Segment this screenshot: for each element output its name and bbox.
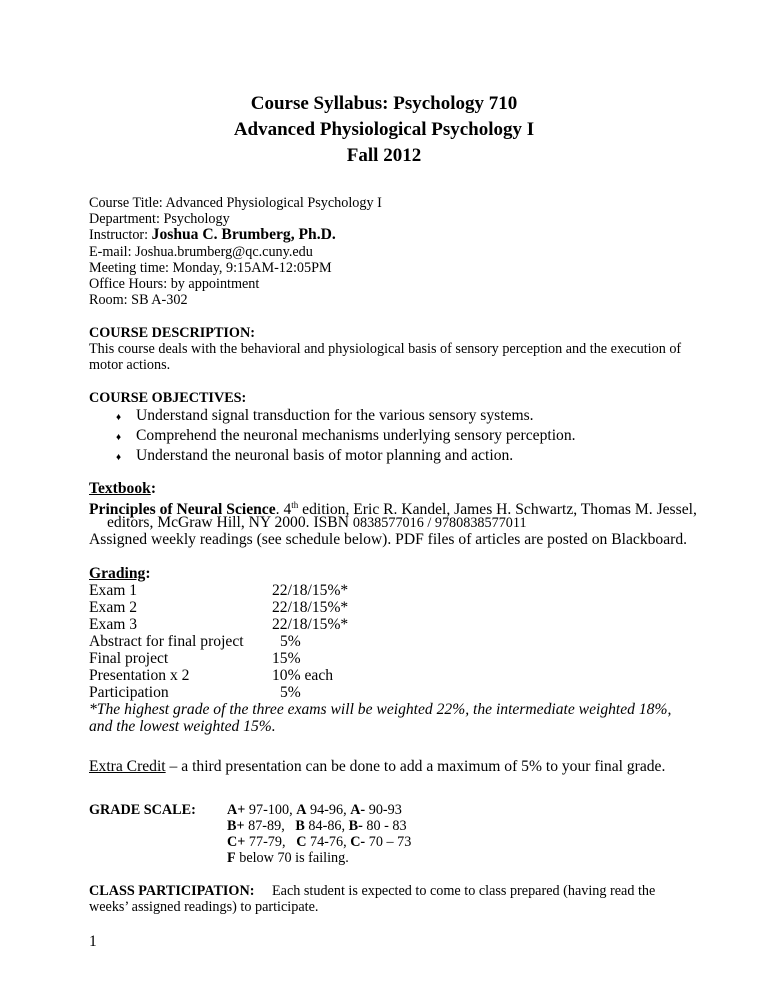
objective-text: Understand signal transduction for the various sensory systems. [136, 407, 534, 424]
grading-weight: 10% each [272, 667, 334, 684]
department: Department: Psychology [89, 211, 230, 227]
instructor-name: Joshua C. Brumberg, Ph.D. [151, 226, 336, 243]
objective-item [116, 407, 121, 426]
instructor [89, 227, 336, 243]
syllabus-title: Course Syllabus: Psychology 710 [250, 93, 518, 114]
objective-item [116, 447, 121, 466]
term-heading: Fall 2012 [346, 145, 422, 166]
grade-scale-row: A+ 97-100, A 94-96, A- 90-93 [227, 802, 402, 818]
grading-weight: 22/18/15%* [272, 582, 349, 599]
diamond-bullet-icon: ♦ [116, 452, 122, 463]
extra-credit-label: Extra Credit [89, 758, 166, 775]
grading-weight: 5% [280, 684, 301, 701]
participation-line-2: weeks’ assigned readings) to participate. [89, 899, 319, 915]
grade-scale-row: C+ 77-79, C 74-76, C- 70 – 73 [227, 834, 412, 850]
textbook-heading: Textbook: [89, 480, 157, 497]
grade-scale-row: B+ 87-89, B 84-86, B- 80 - 83 [227, 818, 407, 834]
office-hours: Office Hours: by appointment [89, 276, 260, 292]
meeting-time: Meeting time: Monday, 9:15AM-12:05PM [89, 260, 332, 276]
grading-item: Participation [89, 684, 169, 701]
diamond-bullet-icon: ♦ [116, 432, 122, 443]
textbook-citation: Principles of Neural Science. 4th edition, Eric R. Kandel, James H. Schwartz, Thomas M. Jessel, [89, 500, 697, 519]
page-number: 1 [89, 933, 97, 950]
isbn: 0838577016 / 9780838577011 [352, 515, 527, 531]
grading-item: Presentation x 2 [89, 667, 190, 684]
description-line-1: This course deals with the behavioral and physiological basis of sensory perception and the execution of [89, 341, 682, 357]
objective-item [116, 427, 121, 446]
book-title: Principles of Neural Science [89, 501, 276, 519]
email: E-mail: Joshua.brumberg@qc.cuny.edu [89, 244, 313, 260]
objective-text: Understand the neuronal basis of motor planning and action. [136, 447, 514, 464]
instructor-label: Instructor: [89, 227, 152, 243]
objective-text: Comprehend the neuronal mechanisms underlying sensory perception. [136, 427, 576, 444]
extra-credit: Extra Credit – a third presentation can be done to add a maximum of 5% to your final grade. [89, 758, 666, 775]
grading-item: Final project [89, 650, 169, 667]
textbook-publisher: editors, McGraw Hill, NY 2000. ISBN 0838577016 / 9780838577011 [107, 514, 527, 531]
grading-note-line-1: *The highest grade of the three exams will be weighted 22%, the intermediate weighted 18%, [89, 701, 672, 718]
grading-item: Abstract for final project [89, 633, 244, 650]
grading-heading: Grading: [89, 565, 151, 582]
description-heading: COURSE DESCRIPTION: [89, 325, 255, 341]
grading-note-line-2: and the lowest weighted 15%. [89, 718, 276, 735]
grading-weight: 22/18/15%* [272, 616, 349, 633]
participation-line-1: Each student is expected to come to class prepared (having read the [272, 883, 656, 899]
course-name-heading: Advanced Physiological Psychology I [233, 119, 535, 140]
description-line-2: motor actions. [89, 357, 171, 373]
diamond-bullet-icon: ♦ [116, 412, 122, 423]
grading-item: Exam 2 [89, 599, 138, 616]
objectives-heading: COURSE OBJECTIVES: [89, 390, 247, 406]
grading-weight: 5% [280, 633, 301, 650]
participation-heading: CLASS PARTICIPATION: [89, 883, 255, 899]
grading-weight: 15% [272, 650, 301, 667]
grading-item: Exam 1 [89, 582, 138, 599]
course-title: Course Title: Advanced Physiological Psychology I [89, 195, 382, 211]
grading-item: Exam 3 [89, 616, 138, 633]
grade-scale-heading: GRADE SCALE: [89, 802, 196, 818]
assigned-readings: Assigned weekly readings (see schedule below). PDF files of articles are posted on Blackboard. [89, 531, 688, 548]
room: Room: SB A-302 [89, 292, 188, 308]
grade-scale-row: F below 70 is failing. [227, 850, 349, 866]
grading-weight: 22/18/15%* [272, 599, 349, 616]
